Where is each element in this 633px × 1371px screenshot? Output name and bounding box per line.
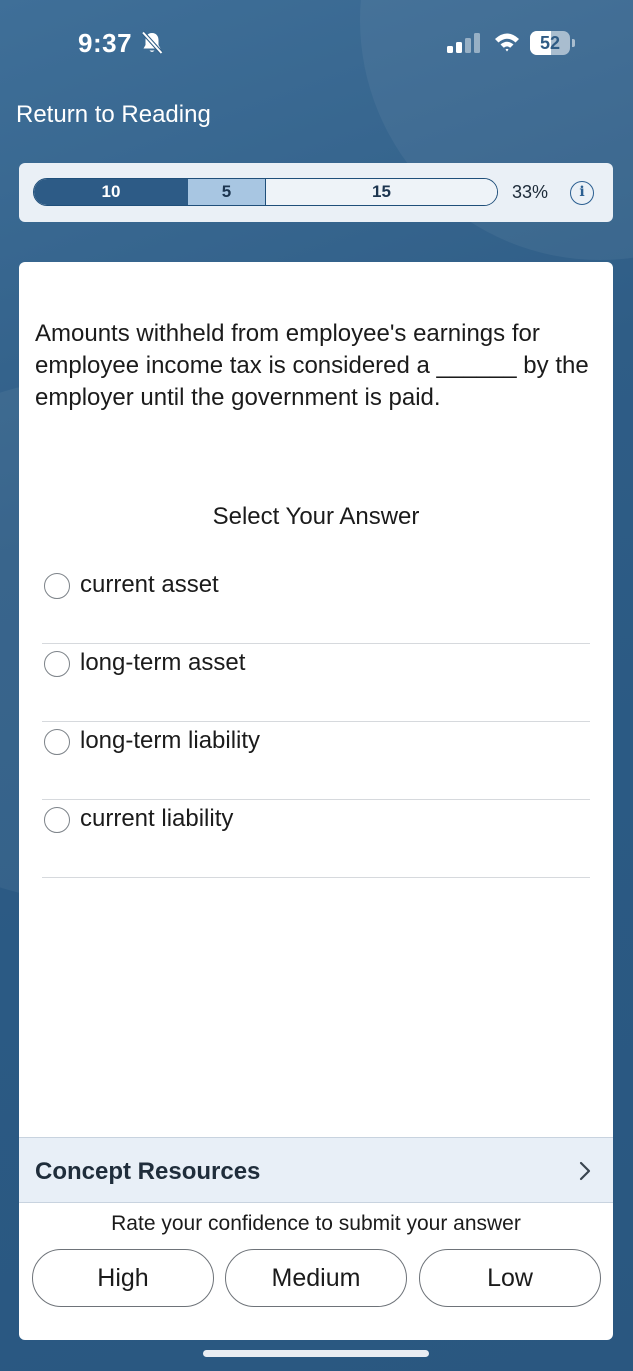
chevron-right-icon: [578, 1160, 592, 1182]
radio-button[interactable]: [44, 729, 70, 755]
answer-option-label: long-term liability: [80, 727, 261, 754]
battery-level: 52: [539, 33, 561, 53]
concept-resources-row[interactable]: [19, 1137, 613, 1203]
return-to-reading-link[interactable]: Return to Reading: [16, 101, 211, 128]
question-card: [19, 262, 613, 1340]
status-bar: [0, 0, 633, 90]
wifi-icon: [494, 31, 520, 53]
answer-option-long-term-asset[interactable]: [42, 644, 590, 722]
answer-option-label: current asset: [80, 571, 219, 598]
confidence-low-button[interactable]: Low: [419, 1249, 601, 1307]
answer-option-long-term-liability[interactable]: [42, 722, 590, 800]
radio-button[interactable]: [44, 807, 70, 833]
question-text: Amounts withheld from employee's earnings for employee income tax is considered a ______ by the employer until the government is paid.: [35, 320, 589, 411]
confidence-prompt: Rate your confidence to submit your answer: [111, 1212, 521, 1235]
answer-option-label: current liability: [80, 805, 234, 832]
radio-button[interactable]: [44, 573, 70, 599]
progress-card: [19, 163, 613, 222]
select-answer-heading: Select Your Answer: [212, 503, 420, 530]
status-time: 9:37: [78, 28, 133, 58]
radio-button[interactable]: [44, 651, 70, 677]
info-icon[interactable]: i: [570, 181, 594, 205]
answer-option-label: long-term asset: [80, 649, 246, 676]
bell-slash-icon: [140, 30, 164, 56]
battery-cap: [572, 39, 575, 47]
progress-percent: 33%: [512, 182, 549, 202]
cellular-signal-icon: [447, 33, 481, 53]
concept-resources-label: Concept Resources: [35, 1158, 261, 1185]
confidence-high-button[interactable]: High: [32, 1249, 214, 1307]
battery-body: [530, 31, 570, 55]
battery-icon: [530, 31, 576, 55]
answer-option-current-asset[interactable]: [42, 566, 590, 644]
answer-option-current-liability[interactable]: [42, 800, 590, 878]
home-indicator[interactable]: [203, 1350, 429, 1357]
progress-segment-incorrect: 5: [188, 179, 266, 205]
progress-segment-correct: 10: [34, 179, 188, 205]
confidence-medium-button[interactable]: Medium: [225, 1249, 407, 1307]
progress-segment-remaining: 15: [266, 179, 497, 205]
progress-bar: [33, 178, 498, 206]
